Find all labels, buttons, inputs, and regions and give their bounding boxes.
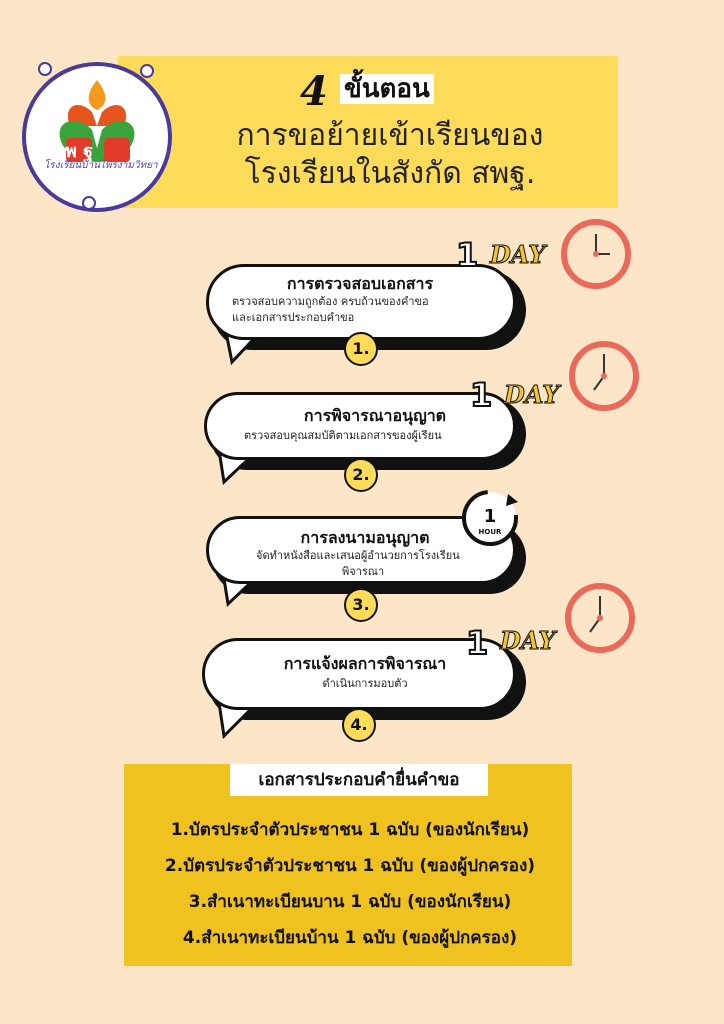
timer-number: 1 (483, 506, 497, 527)
duration-unit: DAY (504, 380, 560, 409)
duration-number: 1 (456, 236, 479, 274)
school-logo (22, 62, 172, 212)
step-title: การตรวจสอบเอกสาร (286, 274, 434, 293)
duration-unit: DAY (490, 240, 546, 269)
step-desc: จัดทำหนังสือและเสนอผู้อำนวยการโรงเรียน พิจารณา (256, 549, 460, 578)
title-line-1: การขอย้ายเข้าเรียนของ (236, 118, 544, 153)
duration-unit: DAY (500, 626, 556, 655)
step-number-badge: 4. (342, 708, 376, 742)
document-item: 3.สำเนาทะเบียนบาน 1 ฉบับ (ของนักเรียน) (188, 892, 512, 912)
documents-title: เอกสารประกอบคำยื่นคำขอ (230, 764, 488, 796)
document-item: 4.สำเนาทะเบียนบ้าน 1 ฉบับ (ของผู้ปกครอง) (182, 928, 518, 948)
document-item: 1.บัตรประจำตัวประชาชน 1 ฉบับ (ของนักเรียน) (170, 820, 530, 840)
clock-icon (568, 340, 640, 412)
step-number-badge: 1. (344, 332, 378, 366)
step-desc: ตรวจสอบความถูกต้อง ครบถ้วนของคำขอ และเอกสารประกอบคำขอ (232, 295, 429, 324)
title-line-2: โรงเรียนในสังกัด สพฐ. (244, 156, 536, 191)
step-number-badge: 3. (344, 588, 378, 622)
logo-dot (140, 64, 154, 78)
step-title: การพิจารณาอนุญาต (303, 406, 447, 425)
duration-number: 1 (466, 624, 489, 662)
step-desc: ตรวจสอบคุณสมบัติตามเอกสารของผู้เรียน (244, 429, 442, 442)
duration-number: 1 (470, 376, 493, 414)
step-desc: ดำเนินการมอบตัว (322, 677, 408, 690)
title-steps: ขั้นตอน (340, 74, 434, 104)
document-item: 2.บัตรประจำตัวประชาชน 1 ฉบับ (ของผู้ปกครอง) (164, 856, 536, 876)
step-number-badge: 2. (344, 458, 378, 492)
clock-icon (564, 582, 636, 654)
title-number: 4 (300, 68, 328, 115)
timer-unit: HOUR (478, 528, 502, 536)
step-title: การแจ้งผลการพิจารณา (283, 654, 447, 673)
logo-school-name: โรงเรียนบ้านไพรงามวิทยา (44, 160, 158, 171)
step-title: การลงนามอนุญาต (300, 528, 430, 547)
logo-dot (82, 196, 96, 210)
logo-letter-left: พ ฐ (64, 141, 94, 162)
clock-icon (560, 218, 632, 290)
hour-timer-icon (458, 484, 524, 550)
logo-dot (38, 62, 52, 76)
